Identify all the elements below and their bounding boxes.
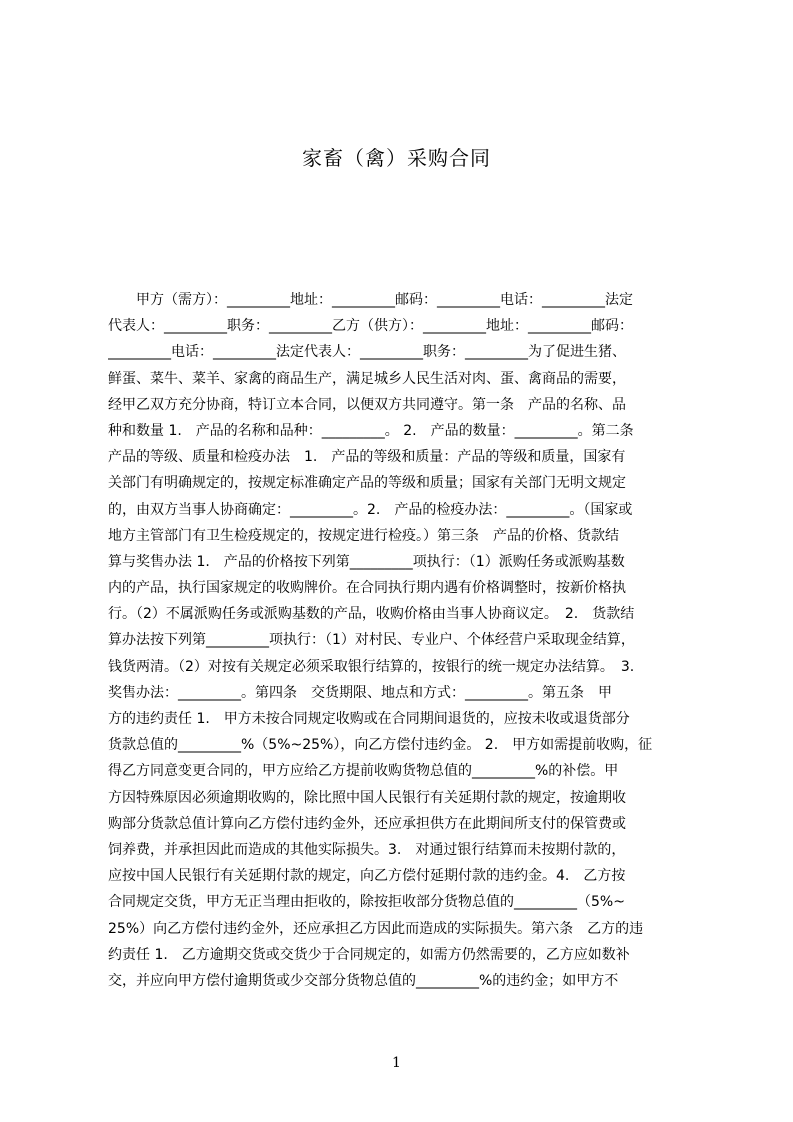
body-line: 方的违约责任 1. 甲方未按合同规定收购或在合同期间退货的，应按未收或退货部分 bbox=[108, 711, 630, 727]
body-line: 交，并应向甲方偿付逾期货或少交部分货物总值的_________%的违约金；如甲方不 bbox=[108, 972, 619, 989]
body-line: 得乙方同意变更合同的，甲方应给乙方提前收购货物总值的_________%的补偿。甲 bbox=[108, 763, 619, 780]
body-line: 经甲乙双方充分协商，特订立本合同，以便双方共同遵守。第一条 产品的名称、品 bbox=[108, 396, 626, 413]
body-line: 25%）向乙方偿付违约金外，还应承担乙方因此而造成的实际损失。第六条 乙方的违 bbox=[108, 920, 644, 937]
body-line: 算与奖售办法 1. 产品的价格按下列第_________项执行：（1）派购任务或派购基数 bbox=[108, 553, 625, 570]
body-line: 饲养费，并承担因此而造成的其他实际损失。3. 对通过银行结算而未按期付款的， bbox=[108, 841, 626, 858]
body-line: 合同规定交货，甲方无正当理由拒收的，除按拒收部分货物总值的_________（5%~ bbox=[108, 894, 625, 911]
body-line: 甲方（需方）：_________地址：_________邮码：_________电话：_________法定 bbox=[108, 292, 633, 308]
body-line: 奖售办法：_________。第四条 交货期限、地点和方式：_________。第五条 甲 bbox=[108, 684, 612, 701]
document-title: 家畜（禽）采购合同 bbox=[302, 146, 491, 170]
body-line: 产品的等级、质量和检疫办法 1. 产品的等级和质量：产品的等级和质量，国家有 bbox=[108, 449, 626, 466]
body-line: 鲜蛋、菜牛、菜羊、家禽的商品生产，满足城乡人民生活对肉、蛋、禽商品的需要， bbox=[108, 370, 626, 387]
body-line: 关部门有明确规定的，按规定标准确定产品的等级和质量；国家有关部门无明文规定 bbox=[108, 475, 626, 492]
body-line: 的，由双方当事人协商确定：_________。2. 产品的检疫办法：_________。（国家或 bbox=[108, 501, 633, 518]
body-line: 代表人：_________职务：_________乙方（供方）：_________地址：_________邮码： bbox=[108, 318, 633, 335]
body-line: 方因特殊原因必须逾期收购的，除比照中国人民银行有关延期付款的规定，按逾期收 bbox=[108, 789, 626, 806]
body-line: 算办法按下列第_________项执行：（1）对村民、专业户、个体经营户采取现金结算， bbox=[108, 632, 635, 649]
body-line: 购部分货款总值计算向乙方偿付违约金外，还应承担供方在此期间所支付的保管费或 bbox=[108, 815, 626, 832]
body-line: 地方主管部门有卫生检疫规定的，按规定进行检疫。）第三条 产品的价格、货款结 bbox=[108, 527, 619, 544]
body-line: _________电话：_________法定代表人：_________职务：_________为了促进生猪、 bbox=[108, 344, 626, 361]
body-line: 内的产品，执行国家规定的收购牌价。在合同执行期内遇有价格调整时，按新价格执 bbox=[108, 580, 626, 597]
body-line: 钱货两清。（2）对按有关规定必须采取银行结算的，按银行的统一规定办法结算。 3. bbox=[108, 658, 635, 675]
body-line: 行。（2）不属派购任务或派购基数的产品，收购价格由当事人协商议定。 2. 货款结 bbox=[108, 606, 635, 623]
page-number: 1 bbox=[392, 1055, 401, 1071]
body-line: 种和数量 1. 产品的名称和品种：_________。 2. 产品的数量：_________。第二条 bbox=[108, 422, 634, 439]
body-line: 约责任 1. 乙方逾期交货或交货少于合同规定的，如需方仍然需要的，乙方应如数补 bbox=[108, 946, 630, 963]
body-line: 应按中国人民银行有关延期付款的规定，向乙方偿付延期付款的违约金。4. 乙方按 bbox=[108, 868, 626, 885]
contract-body bbox=[108, 287, 702, 994]
body-line: 货款总值的_________%（5%~25%），向乙方偿付违约金。 2. 甲方如需提前收购，征 bbox=[108, 737, 653, 754]
